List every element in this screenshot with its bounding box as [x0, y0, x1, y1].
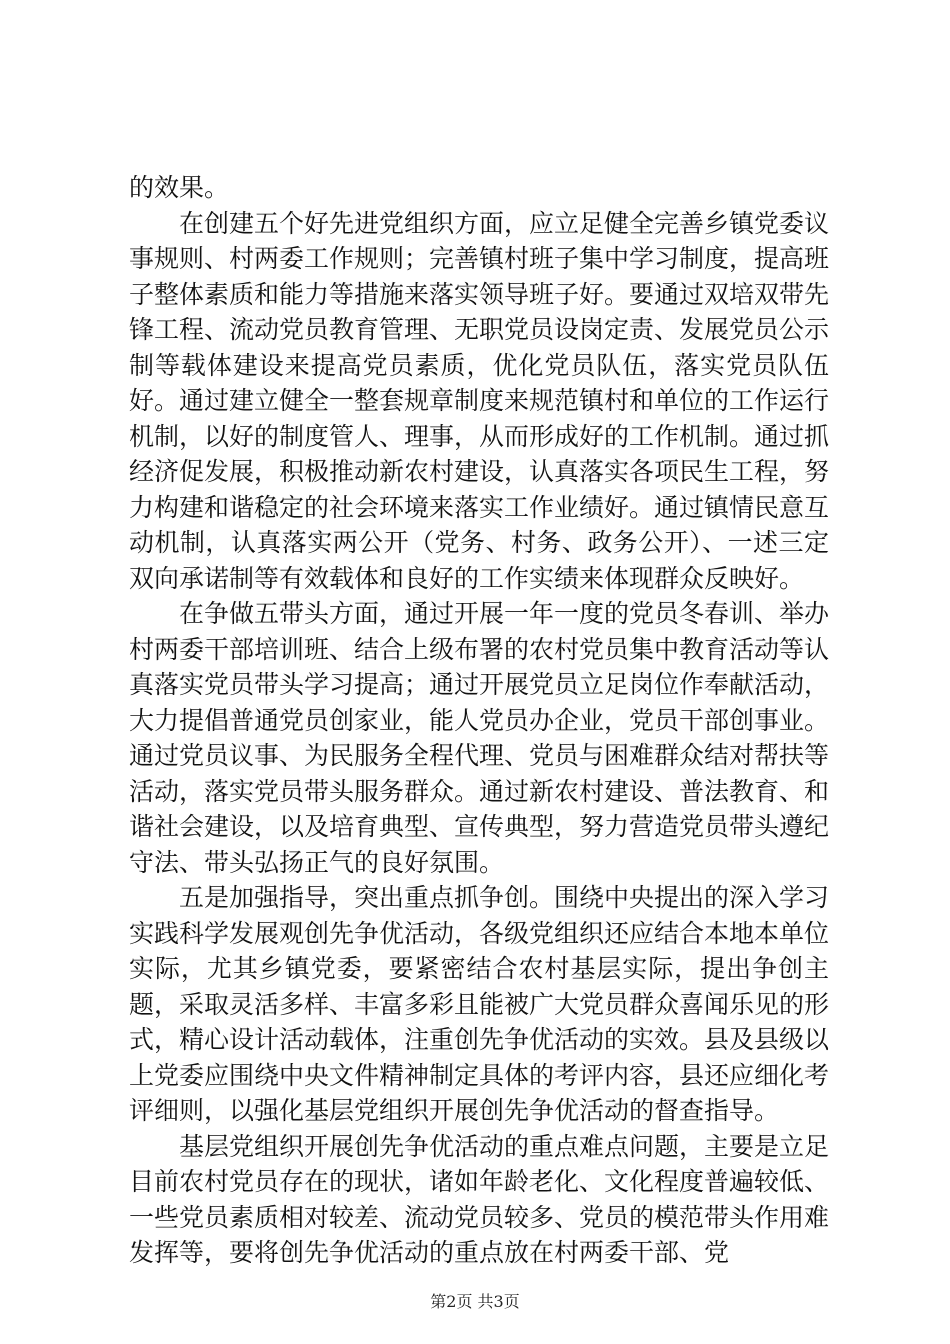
- paragraph-3: 在争做五带头方面，通过开展一年一度的党员冬春训、举办村两委干部培训班、结合上级布署的农村党员集中教育活动等认真落实党员带头学习提高；通过开展党员立足岗位作奉献活动，大力提倡普通党员创家业，能人党员办企业，党员干部创事业。通过党员议事、为民服务全程代理、党员与困难群众结对帮扶等活动，落实党员带头服务群众。通过新农村建设、普法教育、和谐社会建设，以及培育典型、宣传典型，努力营造党员带头遵纪守法、带头弘扬正气的良好氛围。: [129, 599, 830, 877]
- document-body: [129, 170, 829, 1271]
- paragraph-1: 的效果。: [129, 173, 230, 202]
- page-footer: 第2页 共3页: [430, 1292, 520, 1311]
- paragraph-2: 在创建五个好先进党组织方面，应立足健全完善乡镇党委议事规则、村两委工作规则；完善镇村班子集中学习制度，提高班子整体素质和能力等措施来落实领导班子好。要通过双培双带先锋工程、流动党员教育管理、无职党员设岗定责、发展党员公示制等载体建设来提高党员素质，优化党员队伍，落实党员队伍好。通过建立健全一整套规章制度来规范镇村和单位的工作运行机制，以好的制度管人、理事，从而形成好的工作机制。通过抓经济促发展，积极推动新农村建设，认真落实各项民生工程，努力构建和谐稳定的社会环境来落实工作业绩好。通过镇情民意互动机制，认真落实两公开（党务、村务、政务公开）、一述三定双向承诺制等有效载体和良好的工作实绩来体现群众反映好。: [129, 208, 830, 593]
- paragraph-5: 基层党组织开展创先争优活动的重点难点问题，主要是立足目前农村党员存在的现状，诸如年龄老化、文化程度普遍较低、一些党员素质相对较差、流动党员较多、党员的模范带头作用难发挥等，要将创先争优活动的重点放在村两委干部、党: [129, 1131, 830, 1267]
- paragraph-4: 五是加强指导，突出重点抓争创。围绕中央提出的深入学习实践科学发展观创先争优活动，各级党组织还应结合本地本单位实际，尤其乡镇党委，要紧密结合农村基层实际，提出争创主题，采取灵活多样、丰富多彩且能被广大党员群众喜闻乐见的形式，精心设计活动载体，注重创先争优活动的实效。县及县级以上党委应围绕中央文件精神制定具体的考评内容，县还应细化考评细则，以强化基层党组织开展创先争优活动的督查指导。: [129, 883, 830, 1125]
